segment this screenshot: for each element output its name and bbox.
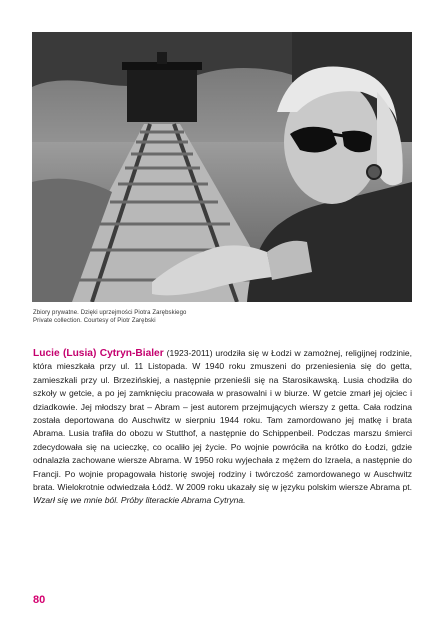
person-name: Lucie (Lusia) Cytryn-Bialer	[33, 348, 164, 359]
caption-line-polish: Zbiory prywatne. Dzięki uprzejmości Piotra Zarębskiego	[33, 310, 187, 316]
photo-caption	[33, 309, 393, 325]
biography-paragraph	[33, 347, 412, 508]
photo	[32, 32, 412, 302]
biography-text: (1923-2011) urodziła się w Łodzi w zamożnej, religijnej rodzinie, która mieszkała przy ul. 11 Listopada. W 1940 roku zmuszeni do przeniesienia się do getta, zamieszkali przy ul. Brzezińskiej, a następnie przenieśli się na Starosikawską. Lusia chodziła do szkoły w getcie, a po jej zamknięciu pracowała w prasowalni i w biurze. W getcie zmarł jej ojciec i dziadkowie. Jej młodszy brat – Abram – jest autorem przejmujących wierszy z getta. Cała rodzina została deportowana do Auschwitz w sierpniu 1944 roku. Tam zamordowano jej matkę i brata Abrama. Lusia trafiła do obozu w Stutthof, a następnie do Schippenbeil. Podczas marszu śmierci zdecydowała się na ucieczkę, co ocaliło jej życie. Po wojnie powróciła na krótko do Łodzi, gdzie odnalazła zachowane wiersze Abrama. W 1950 roku wyjechała z mężem do Izraela, a następnie do Francji. Po wojnie propagowała historię swojej rodziny i twórczość zamordowanego w Auschwitz brata. Wielokrotnie odwiedzała Łódź. W 2009 roku ukazały się w języku polskim wiersze Abrama pt.	[33, 348, 412, 493]
page-number: 80	[33, 594, 46, 606]
caption-line-english: Private collection. Courtesy of Piotr Zarębski	[33, 318, 156, 324]
book-title: Wzarł się we mnie ból. Próby literackie Abrama Cytryna.	[33, 495, 246, 506]
photo-image	[32, 32, 412, 302]
